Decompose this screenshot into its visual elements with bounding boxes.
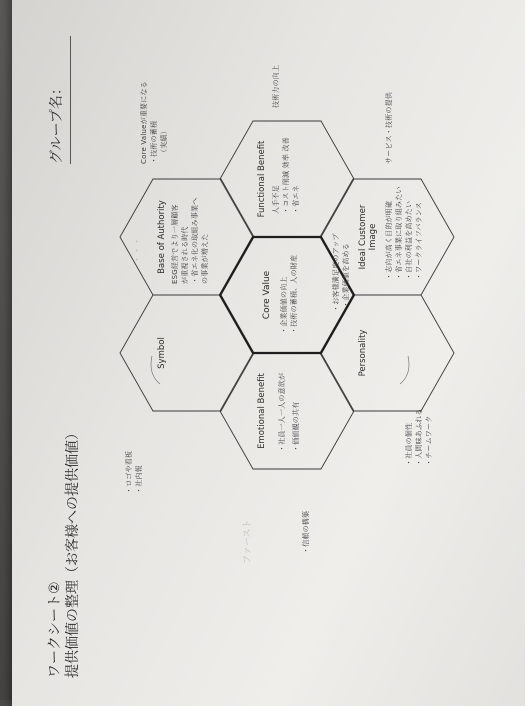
hex-emotional xyxy=(220,353,354,469)
symbol-side-note: ・社内報 xyxy=(135,465,143,494)
worksheet-title: 提供価値の整理（お客様への提供価値） xyxy=(65,426,81,678)
authority-note: ・省エネ化の取組み事業へ xyxy=(191,197,199,284)
bleed-through-text: ファースト xyxy=(243,519,253,564)
emotional-side-note: ・信頼の構築 xyxy=(302,510,310,554)
bleed-through-text: ・・・ xyxy=(133,236,143,264)
core-side-note: ・企業価値を高める xyxy=(342,243,350,308)
symbol-side-note: ・ロゴや看板 xyxy=(125,450,133,494)
authority-note: の事業が増えた xyxy=(201,233,209,284)
rotated-worksheet-content xyxy=(40,24,520,684)
group-name-label: グループ名： xyxy=(49,81,65,164)
emotional-note: ・価値観の共有 xyxy=(292,401,300,452)
worksheet-number: ワークシート② xyxy=(47,581,63,678)
authority-note: が重視される時代 xyxy=(181,226,189,284)
emotional-note: ・社員一人一人の意欲が xyxy=(278,372,286,452)
hex-customer-label: Ideal Customer Image xyxy=(358,204,378,270)
authority-side-note: ・技術の蓄積 xyxy=(150,120,158,164)
hex-emotional-label: Emotional Benefit xyxy=(257,373,267,449)
functional-side-note: 技術力の向上 xyxy=(272,64,280,108)
functional-note: 人手不足 xyxy=(272,185,280,214)
authority-side-note: Core Valueが重要になる xyxy=(140,81,148,164)
hex-authority-label: Base of Authority xyxy=(157,200,167,274)
customer-note: ・ワークライフバランス xyxy=(415,201,423,280)
customer-note: ・省エネ事業に取り組みたい xyxy=(395,186,403,280)
worksheet-paper xyxy=(12,0,525,706)
hex-core-label: Core Value xyxy=(262,270,272,320)
hex-functional-label: Functional Benefit xyxy=(257,140,267,218)
hex-symbol xyxy=(120,295,254,411)
hex-personality-label: Personality xyxy=(358,329,368,377)
functional-note: ・省エネ xyxy=(292,185,300,214)
personality-side-note: ・社員の個性 xyxy=(405,422,413,466)
personality-side-note: ・人間味あふれる xyxy=(415,408,423,466)
functional-note: ・コスト削減 効率 改善 xyxy=(282,137,290,214)
authority-side-note: （実績） xyxy=(160,127,168,156)
hex-personality xyxy=(320,295,454,411)
core-note: ・技術の蓄積、人の財産 xyxy=(290,254,298,334)
core-side-note: ・お客様満足度のアップ xyxy=(332,233,340,312)
personality-side-note: ・チームワーク xyxy=(425,415,433,466)
authority-note: ESG経営でより一層顧客 xyxy=(171,204,179,284)
core-note: ・企業価値の向上 xyxy=(280,276,288,334)
hex-symbol-label: Symbol xyxy=(157,337,167,369)
customer-note: ・志向が高く目的が明確 xyxy=(385,200,393,280)
customer-side-note: サービス・技術の提供 xyxy=(385,92,393,164)
customer-note: ・自社の利益を高めたい xyxy=(405,200,413,280)
honeycomb-diagram xyxy=(40,24,520,684)
